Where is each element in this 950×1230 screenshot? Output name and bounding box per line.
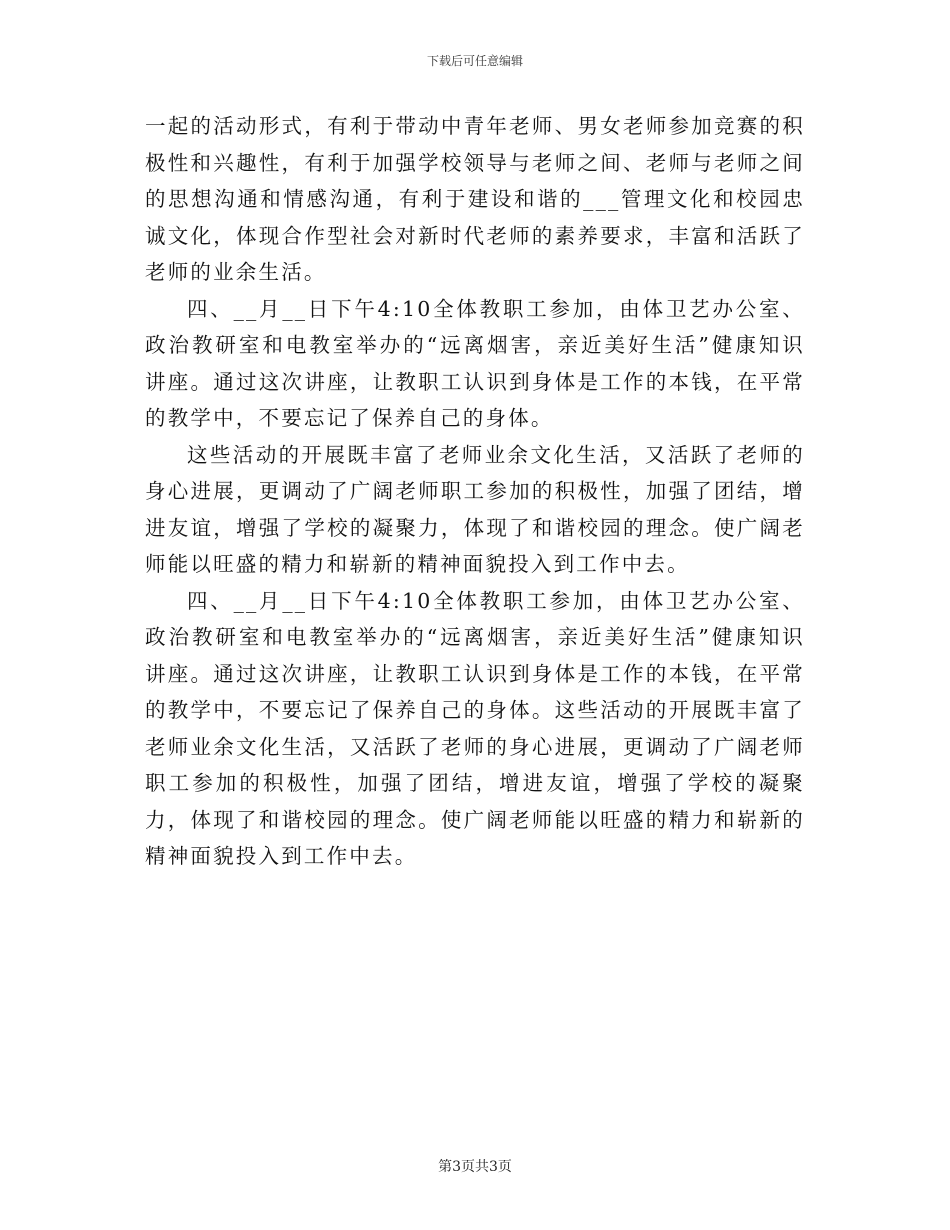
paragraph-1: 一起的活动形式，有利于带动中青年老师、男女老师参加竞赛的积极性和兴趣性，有利于加强学校领导与老师之间、老师与老师之间的思想沟通和情感沟通，有利于建设和谐的___管理文化和校园忠诚文化，体现合作型社会对新时代老师的素养要求，丰富和活跃了老师的业余生活。 xyxy=(145,114,805,284)
page-header xyxy=(0,52,950,69)
page-footer xyxy=(0,1156,950,1176)
header-text: 下载后可任意编辑 xyxy=(426,54,523,68)
paragraph-2: 四、__月__日下午4:10全体教职工参加，由体卫艺办公室、政治教研室和电教室举办的“远离烟害，亲近美好生活”健康知识讲座。通过这次讲座，让教职工认识到身体是工作的本钱，在平常的教学中，不要忘记了保养自己的身体。 xyxy=(145,296,805,430)
page-number: 第3页共3页 xyxy=(438,1159,512,1175)
document-body xyxy=(145,108,805,875)
paragraph-3: 这些活动的开展既丰富了老师业余文化生活，又活跃了老师的身心进展，更调动了广阔老师职工参加的积极性，加强了团结，增进友谊，增强了学校的凝聚力，体现了和谐校园的理念。使广阔老师能以旺盛的精力和崭新的精神面貌投入到工作中去。 xyxy=(145,442,805,576)
paragraph-4: 四、__月__日下午4:10全体教职工参加，由体卫艺办公室、政治教研室和电教室举办的“远离烟害，亲近美好生活”健康知识讲座。通过这次讲座，让教职工认识到身体是工作的本钱，在平常的教学中，不要忘记了保养自己的身体。这些活动的开展既丰富了老师业余文化生活，又活跃了老师的身心进展，更调动了广阔老师职工参加的积极性，加强了团结，增进友谊，增强了学校的凝聚力，体现了和谐校园的理念。使广阔老师能以旺盛的精力和崭新的精神面貌投入到工作中去。 xyxy=(145,588,805,868)
